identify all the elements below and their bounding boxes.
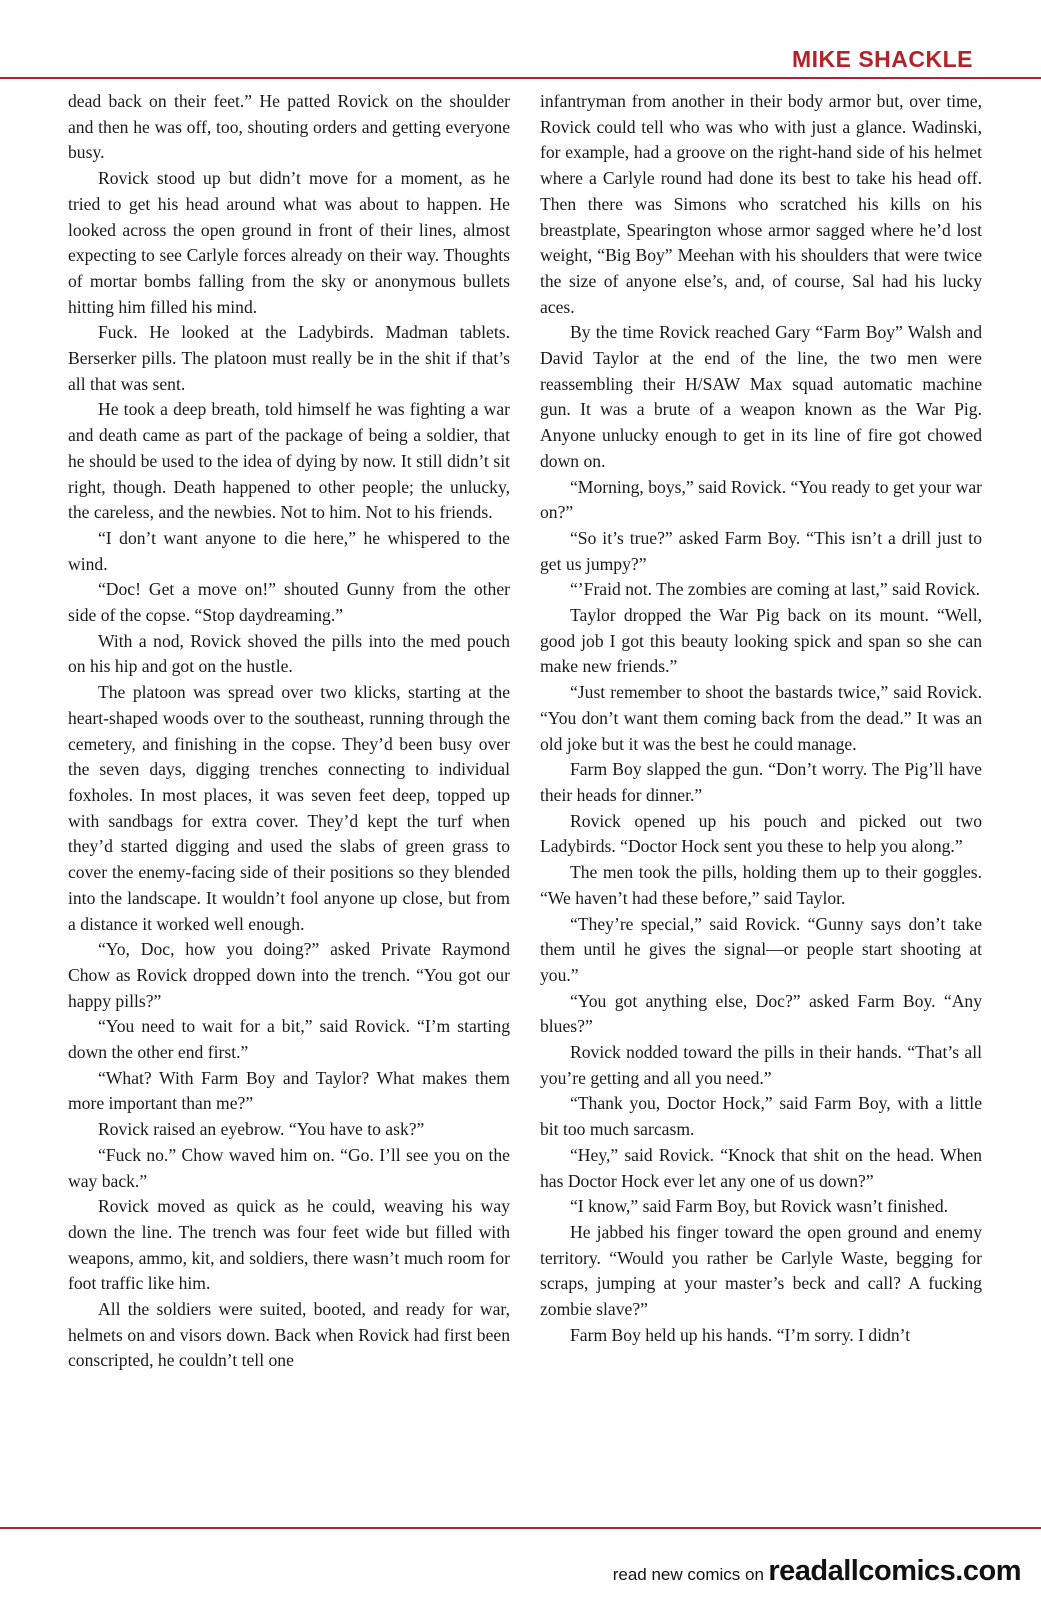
left-column xyxy=(68,89,510,1374)
paragraph: Rovick moved as quick as he could, weaving his way down the line. The trench was four feet wide but filled with weapons, ammo, kit, and soldiers, there wasn’t much room for foot traffic like him. xyxy=(68,1196,510,1294)
paragraph: “Morning, boys,” said Rovick. “You ready to get your war on?” xyxy=(540,476,982,523)
author-header: MIKE SHACKLE xyxy=(791,46,973,72)
paragraph: “You got anything else, Doc?” asked Farm Boy. “Any blues?” xyxy=(540,990,982,1037)
paragraph: “You need to wait for a bit,” said Rovick. “I’m starting down the other end first.” xyxy=(68,1016,510,1063)
paragraph: Farm Boy slapped the gun. “Don’t worry. The Pig’ll have their heads for dinner.” xyxy=(540,759,982,805)
paragraph: Taylor dropped the War Pig back on its mount. “Well, good job I got this beauty looking spick and span so she can make new friends.” xyxy=(540,605,982,677)
footer-rule xyxy=(0,1527,1041,1529)
paragraph: “I know,” said Farm Boy, but Rovick wasn’t finished. xyxy=(570,1196,949,1217)
paragraph: “Fuck no.” Chow waved him on. “Go. I’ll see you on the way back.” xyxy=(68,1144,510,1191)
paragraph: Farm Boy held up his hands. “I’m sorry. I didn’t xyxy=(570,1324,911,1345)
paragraph: He jabbed his finger toward the open ground and enemy territory. “Would you rather be Carlyle Waste, begging for scraps, jumping at your master’s beck and call? A fucking zombie slave?” xyxy=(540,1221,982,1320)
paragraph: Rovick nodded toward the pills in their hands. “That’s all you’re getting and all you need.” xyxy=(540,1042,982,1088)
paragraph: “’Fraid not. The zombies are coming at last,” said Rovick. xyxy=(570,579,981,600)
paragraph: All the soldiers were suited, booted, and ready for war, helmets on and visors down. Back when Rovick had first been conscripted, he couldn’t tell one xyxy=(68,1299,510,1371)
footer-prefix: read new comics on xyxy=(612,1565,764,1584)
right-column xyxy=(540,89,982,1348)
paragraph: Rovick opened up his pouch and picked out two Ladybirds. “Doctor Hock sent you these to help you along.” xyxy=(540,810,982,857)
paragraph: “Doc! Get a move on!” shouted Gunny from the other side of the copse. “Stop daydreaming.” xyxy=(68,579,510,626)
paragraph: Rovick stood up but didn’t move for a moment, as he tried to get his head around what was about to happen. He looked across the open ground in front of their lines, almost expecting to see Carlyle forces already on their way. Thoughts of mortar bombs falling from the sky or anonymous bullets hitting him filled his mind. xyxy=(68,168,510,317)
paragraph: He took a deep breath, told himself he was fighting a war and death came as part of the package of being a soldier, that he should be used to the idea of dying by now. It still didn’t sit right, though. Death happened to other people; the unlucky, the careless, and the newbies. Not to him. Not to his friends. xyxy=(68,399,510,523)
paragraph: infantryman from another in their body armor but, over time, Rovick could tell who was who with just a glance. Wadinski, for example, had a groove on the right-hand side of his helmet where a Carlyle round had done its best to take his head off. Then there was Simons who scratched his kills on his breastplate, Spearington whose armor sagged where he’d lost weight, “Big Boy” Meehan with his shoulders that were twice the size of anyone else’s, and, of course, Sal had his lucky aces. xyxy=(540,91,982,317)
paragraph: “What? With Farm Boy and Taylor? What makes them more important than me?” xyxy=(68,1067,510,1114)
paragraph: Rovick raised an eyebrow. “You have to ask?” xyxy=(98,1119,425,1140)
header-rule xyxy=(0,77,1041,79)
paragraph: The platoon was spread over two klicks, starting at the heart-shaped woods over to the southeast, running through the cemetery, and finishing in the copse. They’d been busy over the seven days, digging trenches connecting to individual foxholes. In most places, it was seven feet deep, topped up with sandbags for extra cover. They’d kept the turf when they’d started digging and used the slabs of green grass to cover the enemy-facing side of their positions so they blended into the landscape. It wouldn’t fool anyone up close, but from a distance it worked well enough. xyxy=(68,682,510,934)
paragraph: By the time Rovick reached Gary “Farm Boy” Walsh and David Taylor at the end of the line, the two men were reassembling their H/SAW Max squad automatic machine gun. It was a brute of a weapon known as the War Pig. Anyone unlucky enough to get in its line of fire got chowed down on. xyxy=(540,322,982,471)
paragraph: “Thank you, Doctor Hock,” said Farm Boy, with a little bit too much sarcasm. xyxy=(540,1093,982,1140)
paragraph: “They’re special,” said Rovick. “Gunny says don’t take them until he gives the signal—or people start shooting at you.” xyxy=(540,913,982,985)
paragraph: dead back on their feet.” He patted Rovick on the shoulder and then he was off, too, shouting orders and getting everyone busy. xyxy=(68,91,510,163)
paragraph: “I don’t want anyone to die here,” he whispered to the wind. xyxy=(68,527,510,574)
paragraph: “Hey,” said Rovick. “Knock that shit on the head. When has Doctor Hock ever let any one of us down?” xyxy=(540,1144,982,1191)
paragraph: Fuck. He looked at the Ladybirds. Madman tablets. Berserker pills. The platoon must really be in the shit if that’s all that was sent. xyxy=(68,322,510,394)
paragraph: With a nod, Rovick shoved the pills into the med pouch on his hip and got on the hustle. xyxy=(68,630,510,677)
footer-site: readallcomics.com xyxy=(768,1555,1021,1587)
footer-watermark xyxy=(613,1555,1021,1588)
paragraph: “So it’s true?” asked Farm Boy. “This isn’t a drill just to get us jumpy?” xyxy=(540,527,982,574)
paragraph: The men took the pills, holding them up to their goggles. “We haven’t had these before,” said Taylor. xyxy=(540,862,982,908)
paragraph: “Yo, Doc, how you doing?” asked Private Raymond Chow as Rovick dropped down into the trench. “You got our happy pills?” xyxy=(68,939,510,1011)
paragraph: “Just remember to shoot the bastards twice,” said Rovick. “You don’t want them coming back from the dead.” It was an old joke but it was the best he could manage. xyxy=(540,682,982,754)
